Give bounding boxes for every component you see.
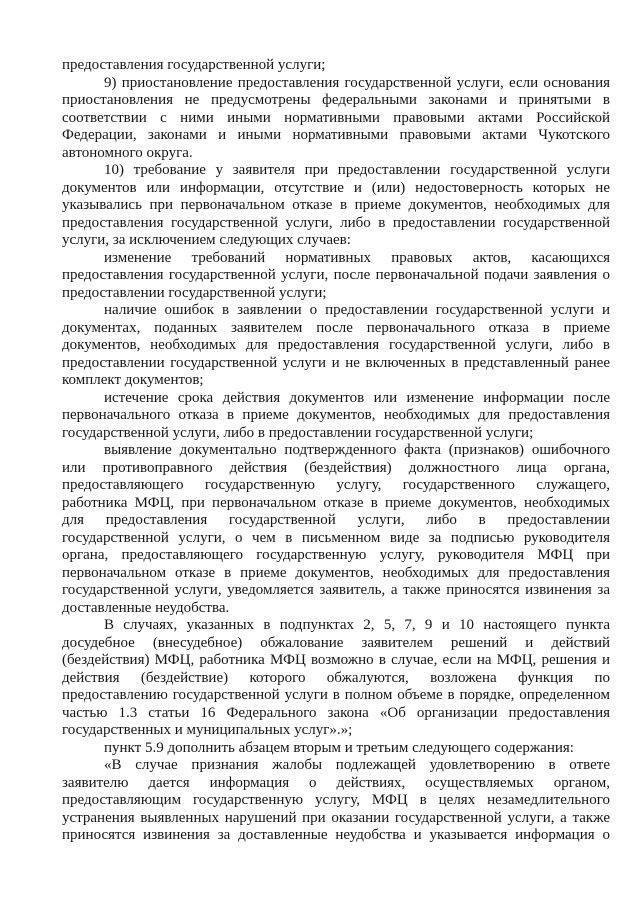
paragraph [62, 250, 610, 303]
text-line: документов, необходимых для предоставления государственной услуги, либо в [62, 337, 610, 353]
text-line: предоставления государственной услуги, после первоначальной подачи заявления о [62, 267, 610, 283]
text-line: изменение требований нормативных правовых актов, касающихся [104, 249, 610, 266]
text-line: Федерации, законами и иными нормативными правовыми актами Чукотского [62, 127, 610, 143]
text-line: указывались при первоначальном отказе в приеме документов, необходимых для [62, 197, 610, 213]
text-line: первоначального отказа в приеме документов, необходимых для предоставления [62, 407, 610, 423]
text-line: приостановления не предусмотрены федеральными законами и принятыми в [62, 92, 610, 108]
text-line: предоставлению государственной услуги в полном объеме в порядке, определенном [62, 687, 610, 703]
text-line: истечение срока действия документов или изменение информации после [104, 389, 610, 406]
text-line: государственной услуги, о чем в письменном виде за подписью руководителя [62, 529, 610, 546]
text-line: В случаях, указанных в подпунктах 2, 5, 7, 9 и 10 настоящего пункта [104, 617, 610, 633]
text-line: (бездействия) МФЦ, работника МФЦ возможно в случае, если на МФЦ, решения и [62, 652, 610, 668]
text-line: государственной услуги, либо в предоставлении государственной услуги; [62, 424, 534, 441]
paragraph [62, 302, 610, 390]
text-line: органа, предоставляющего государственную услугу, руководителя МФЦ при [62, 547, 610, 563]
text-line: государственной услуги, уведомляется заявитель, а также приносятся извинения за [62, 582, 610, 598]
text-line: комплект документов; [62, 372, 204, 388]
paragraph [62, 740, 610, 758]
text-line: действия (бездействие) которого обжалуются, возложена функция по [62, 669, 610, 686]
paragraph [62, 390, 610, 443]
text-line: работника МФЦ, при первоначальном отказе в приеме документов, необходимых [62, 494, 610, 511]
text-line: документах, поданных заявителем после первоначального отказа в приеме [62, 319, 610, 336]
text-line: для предоставления государственной услуги, либо в предоставлении [62, 512, 610, 528]
text-line: или противоправного действия (бездействия) должностного лица органа, [62, 459, 610, 476]
text-line: предоставления государственной услуги; [62, 57, 326, 73]
text-line: пункт 5.9 дополнить абзацем вторым и третьим следующего содержания: [104, 739, 574, 756]
text-line: предоставлении государственной услуги и не включенных в представленный ранее [62, 354, 610, 371]
text-line: первоначальном отказе в приеме документов, необходимых для предоставления [62, 564, 610, 581]
paragraph-item-9 [62, 75, 610, 163]
paragraph [62, 442, 610, 617]
text-line: услуги, за исключением следующих случаев: [62, 232, 351, 248]
text-line: доставленные неудобства. [62, 599, 230, 616]
text-line: наличие ошибок в заявлении о предоставлении государственной услуги и [104, 302, 610, 318]
text-line: предоставлении государственной услуги; [62, 284, 327, 301]
text-line: «В случае признания жалобы подлежащей удовлетворению в ответе [104, 757, 610, 773]
text-line: документов или информации, отсутствие и (или) недостоверность которых не [62, 179, 610, 196]
document-body [62, 57, 610, 845]
paragraph [62, 57, 610, 75]
text-line: предоставляющего государственную услугу, государственного служащего, [62, 477, 610, 493]
text-line: частью 1.3 статьи 16 Федерального закона «Об организации предоставления [62, 704, 610, 721]
text-line: выявление документально подтвержденного факта (признаков) ошибочного [104, 442, 610, 458]
paragraph [62, 617, 610, 740]
text-line: заявителю дается информация о действиях, осуществляемых органом, [62, 774, 610, 791]
text-line: предоставляющим государственную услугу, МФЦ в целях незамедлительного [62, 792, 610, 808]
text-line: государственных и муниципальных услуг».»; [62, 722, 353, 738]
text-line: автономного округа. [62, 144, 193, 161]
text-line: досудебное (внесудебное) обжалование заявителем решений и действий [62, 634, 610, 651]
text-line: устранения выявленных нарушений при оказании государственной услуги, а также [62, 809, 610, 826]
text-line: 10) требование у заявителя при предоставлении государственной услуги [104, 162, 610, 178]
text-line: приносятся извинения за доставленные неудобства и указывается информация о [62, 827, 610, 843]
text-line: соответствии с ними иными нормативными правовыми актами Российской [62, 109, 610, 126]
paragraph-item-10 [62, 162, 610, 250]
paragraph-quoted [62, 757, 610, 845]
text-line: 9) приостановление предоставления государственной услуги, если основания [104, 74, 610, 91]
text-line: предоставления государственной услуги, либо в предоставлении государственной [62, 214, 610, 231]
